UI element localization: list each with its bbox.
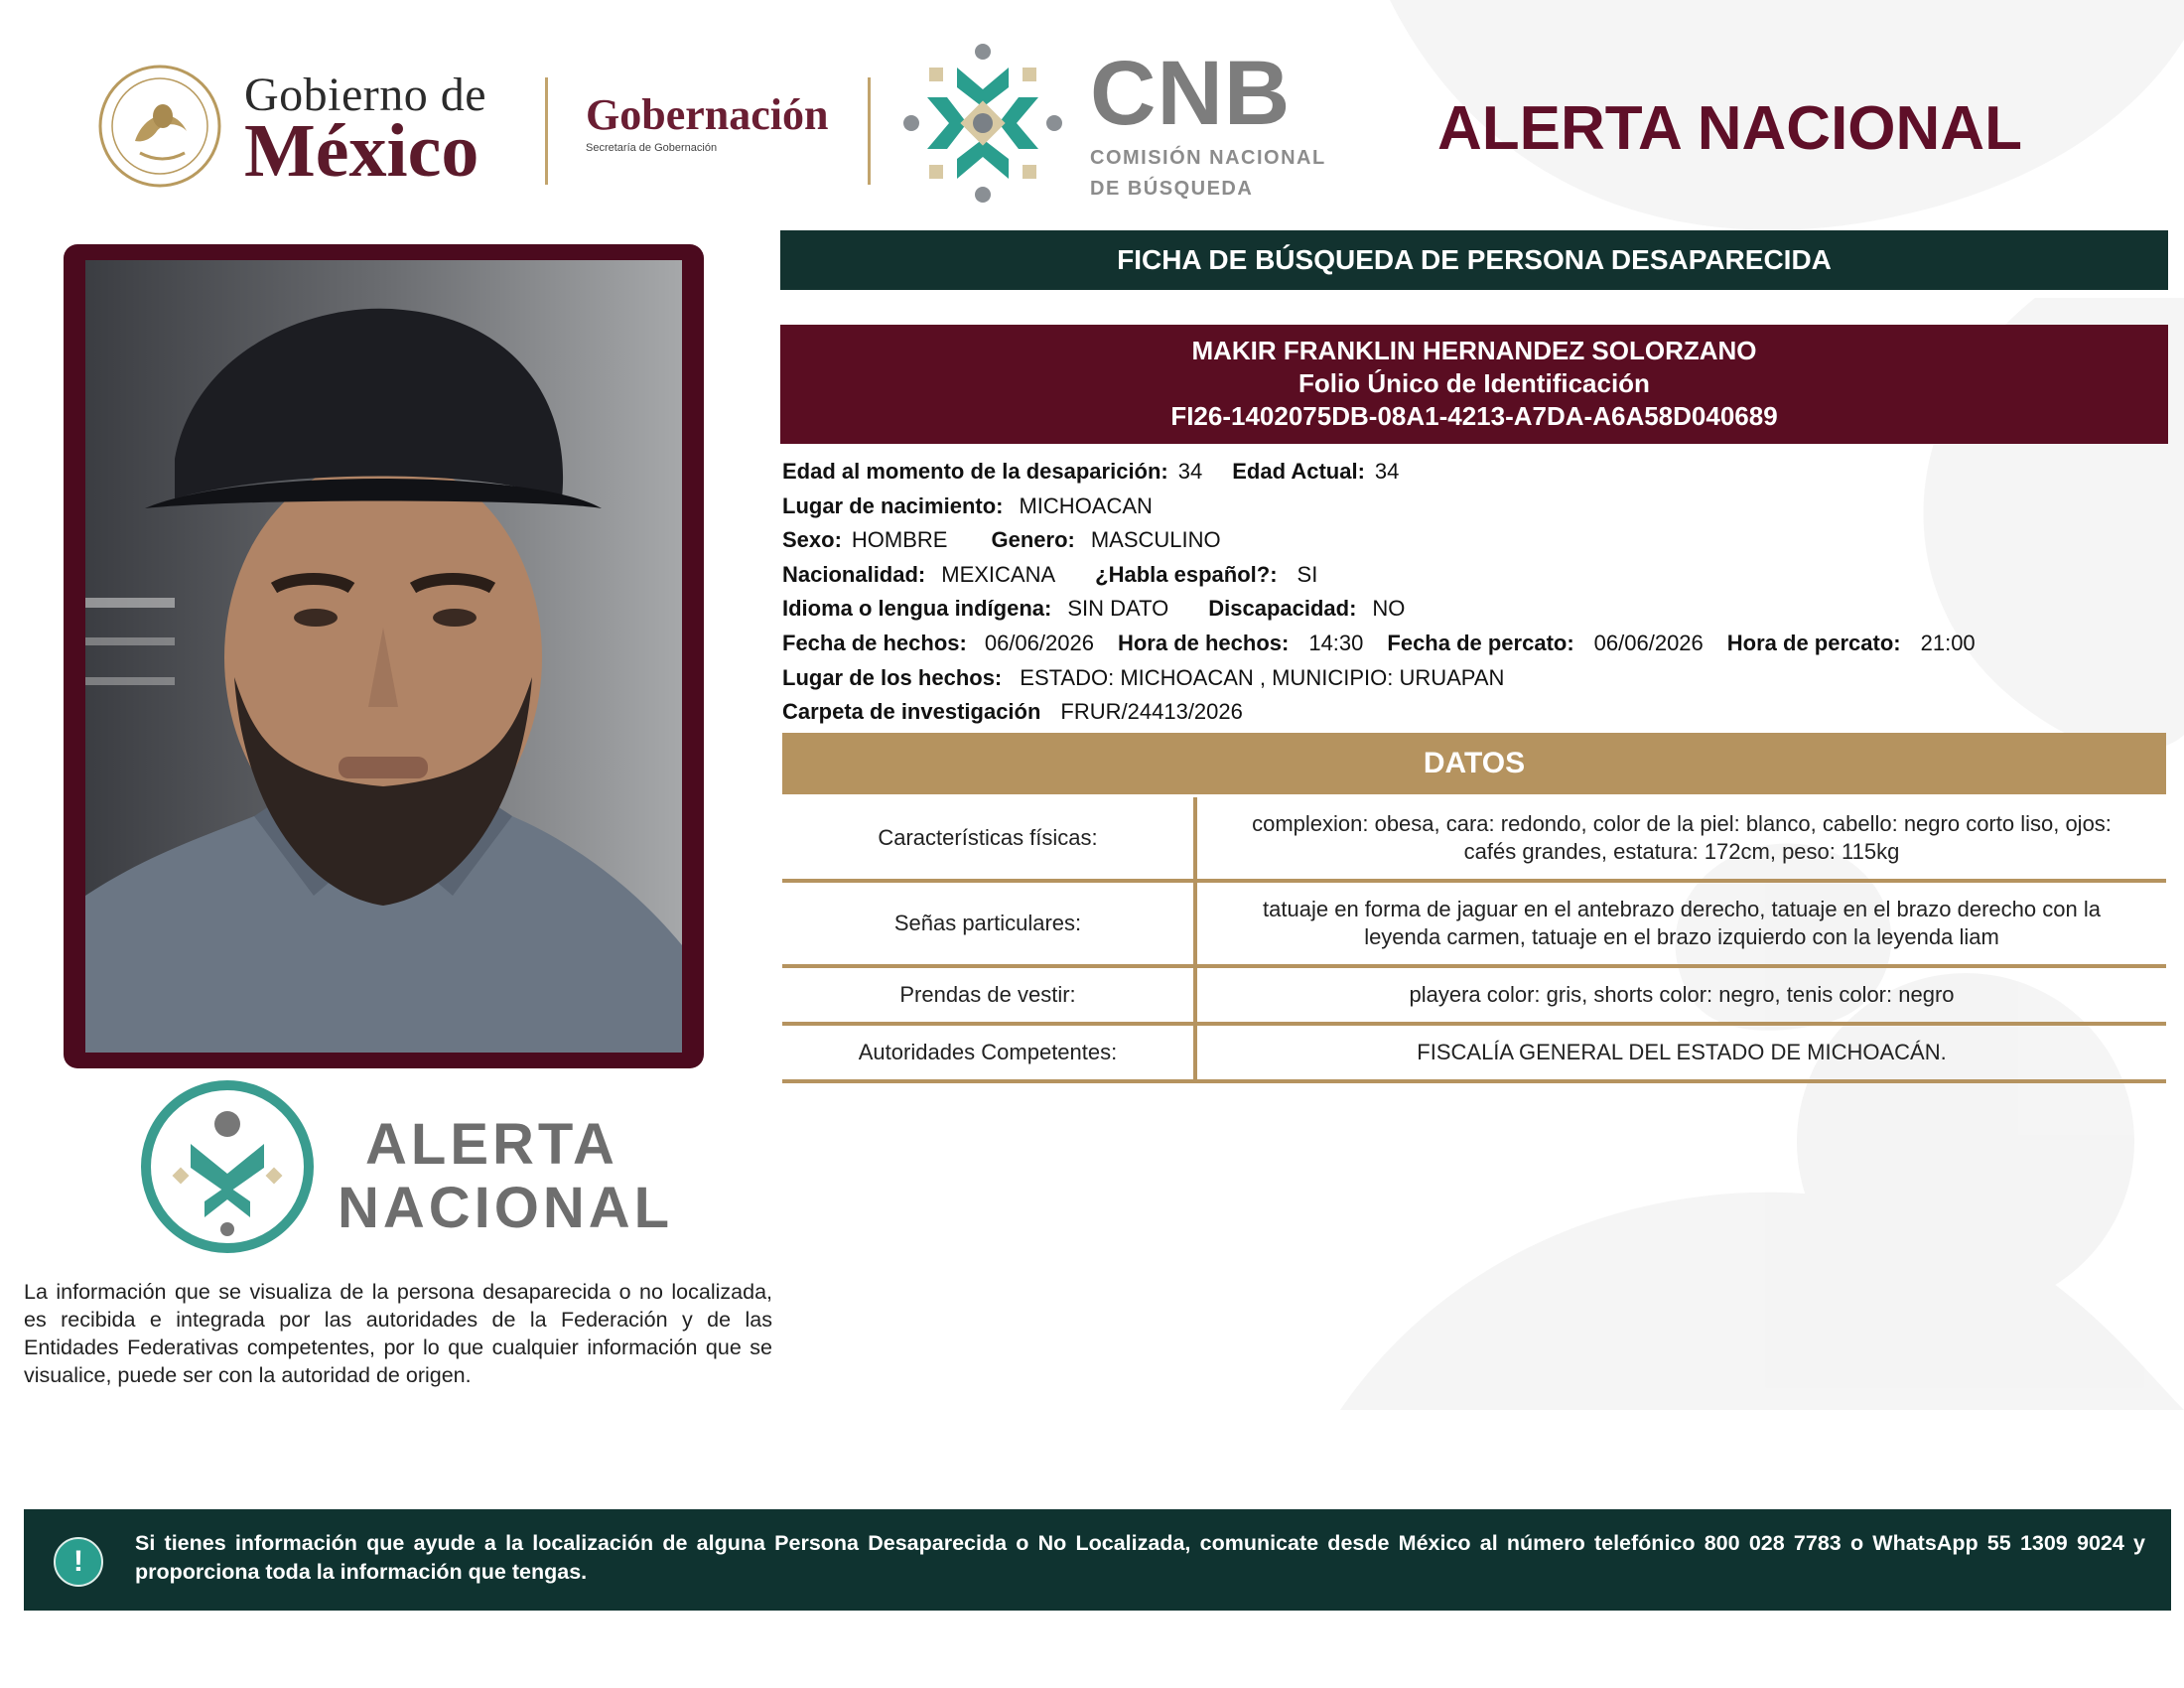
person-identity-box xyxy=(780,325,2168,444)
detail-label: Fecha de percato: xyxy=(1387,630,1574,655)
gobierno-line1: Gobierno de xyxy=(244,69,487,121)
detail-value: 34 xyxy=(1177,459,1203,484)
folio-label: Folio Único de Identificación xyxy=(1298,368,1650,398)
person-photo-frame xyxy=(64,244,704,1068)
table-row-label: Características físicas: xyxy=(782,797,1197,879)
person-name: MAKIR FRANKLIN HERNANDEZ SOLORZANO xyxy=(1191,336,1757,365)
detail-label: Edad al momento de la desaparición: xyxy=(782,459,1168,484)
header-divider xyxy=(868,77,871,185)
gobernacion-subtitle: Secretaría de Gobernación xyxy=(586,142,718,154)
cnb-name-line2: DE BÚSQUEDA xyxy=(1090,178,1254,200)
detail-row-nacionalidad xyxy=(782,558,2162,593)
contact-footer xyxy=(24,1509,2171,1611)
table-row-value: playera color: gris, shorts color: negro, tenis color: negro xyxy=(1409,982,1955,1007)
detail-label: Lugar de los hechos: xyxy=(782,664,1003,690)
alerta-logo-line1: ALERTA xyxy=(365,1112,618,1177)
datos-table xyxy=(782,797,2166,1083)
detail-label: Discapacidad: xyxy=(1208,596,1357,622)
table-row-label: Señas particulares: xyxy=(782,883,1197,964)
detail-label: Lugar de nacimiento: xyxy=(782,492,1004,518)
detail-label: Carpeta de investigación xyxy=(782,699,1041,725)
header-divider xyxy=(545,77,548,185)
detail-value: MASCULINO xyxy=(1090,527,1221,553)
detail-value: NO xyxy=(1372,596,1406,622)
detail-value: 14:30 xyxy=(1308,630,1364,655)
detail-row-edad xyxy=(782,455,2162,490)
table-row xyxy=(782,968,2166,1026)
table-row-value: FISCALÍA GENERAL DEL ESTADO DE MICHOACÁN. xyxy=(1417,1040,1947,1064)
escudo-nacional-icon xyxy=(95,62,224,191)
table-row-label: Prendas de vestir: xyxy=(782,968,1197,1022)
detail-value: 21:00 xyxy=(1920,630,1976,655)
detail-label: Genero: xyxy=(991,527,1075,553)
disclaimer-text: La información que se visualiza de la persona desaparecida o no localizada, es recibida e integrada por las autoridades de la Federación y de las Entidades Federativas competentes, por lo que cualquier información que se visualice, puede ser con la autoridad de origen. xyxy=(24,1280,772,1387)
detail-row-idioma xyxy=(782,592,2162,627)
folio-number: FI26-1402075DB-08A1-4213-A7DA-A6A58D040689 xyxy=(1170,401,1778,431)
table-row-value: complexion: obesa, cara: redondo, color de la piel: blanco, cabello: negro corto liso, ojos: cafés grandes, estatura: 172cm, peso: 115kg xyxy=(1252,811,2112,864)
person-details xyxy=(782,455,2162,730)
table-row-label: Autoridades Competentes: xyxy=(782,1026,1197,1079)
detail-row-carpeta xyxy=(782,695,2162,730)
alerta-nacional-logo xyxy=(139,1078,674,1255)
gobernacion-title: Gobernación xyxy=(586,90,829,139)
detail-label: Nacionalidad: xyxy=(782,561,926,587)
alerta-logo-line2: NACIONAL xyxy=(338,1176,674,1240)
detail-value: MICHOACAN xyxy=(1019,492,1153,518)
detail-label: ¿Habla español?: xyxy=(1095,561,1278,587)
detail-row-sexo xyxy=(782,523,2162,558)
cnb-acronym: CNB xyxy=(1090,43,1292,144)
person-photo-illustration xyxy=(85,260,682,1053)
alerta-emblem-icon xyxy=(139,1078,316,1255)
gobierno-line2: México xyxy=(244,109,479,193)
detail-value: SIN DATO xyxy=(1067,596,1169,622)
cnb-emblem-icon xyxy=(897,38,1068,209)
cnb-wordmark xyxy=(1090,43,1326,201)
detail-value: ESTADO: MICHOACAN , MUNICIPIO: URUAPAN xyxy=(1020,664,1505,690)
detail-value: 34 xyxy=(1374,459,1400,484)
detail-label: Hora de hechos: xyxy=(1117,630,1290,655)
person-photo xyxy=(85,260,682,1053)
footer-contact-text: Si tienes información que ayude a la localización de alguna Persona Desaparecida o No Localizada, comunicate desde México al número telefónico 800 028 7783 o WhatsApp 55 1309 9024 y proporciona toda la información que tengas. xyxy=(135,1531,2145,1584)
ficha-title-bar: FICHA DE BÚSQUEDA DE PERSONA DESAPARECIDA xyxy=(780,230,2168,290)
detail-value: HOMBRE xyxy=(851,527,948,553)
gobernacion-logo xyxy=(586,89,828,154)
gobierno-mexico-logo xyxy=(95,62,542,191)
detail-row-nacimiento xyxy=(782,490,2162,524)
detail-value: SI xyxy=(1297,561,1318,587)
detail-value: 06/06/2026 xyxy=(984,630,1094,655)
detail-value: MEXICANA xyxy=(941,561,1056,587)
table-row xyxy=(782,883,2166,968)
page-title: ALERTA NACIONAL xyxy=(1437,94,2022,163)
detail-value: FRUR/24413/2026 xyxy=(1060,699,1243,725)
detail-label: Fecha de hechos: xyxy=(782,630,967,655)
table-row xyxy=(782,1026,2166,1083)
detail-label: Hora de percato: xyxy=(1726,630,1901,655)
table-row-value: tatuaje en forma de jaguar en el antebrazo derecho, tatuaje en el brazo derecho con la leyenda carmen, tatuaje en el brazo izquierdo con la leyenda liam xyxy=(1263,897,2101,949)
detail-row-lugar xyxy=(782,661,2162,696)
detail-label: Idioma o lengua indígena: xyxy=(782,596,1052,622)
detail-label: Edad Actual: xyxy=(1232,459,1365,484)
datos-header: DATOS xyxy=(782,733,2166,794)
detail-label: Sexo: xyxy=(782,527,842,553)
exclamation-icon: ! xyxy=(54,1537,103,1587)
table-row xyxy=(782,797,2166,883)
detail-row-fechas xyxy=(782,627,2162,661)
cnb-name-line1: COMISIÓN NACIONAL xyxy=(1090,147,1326,169)
detail-value: 06/06/2026 xyxy=(1593,630,1704,655)
